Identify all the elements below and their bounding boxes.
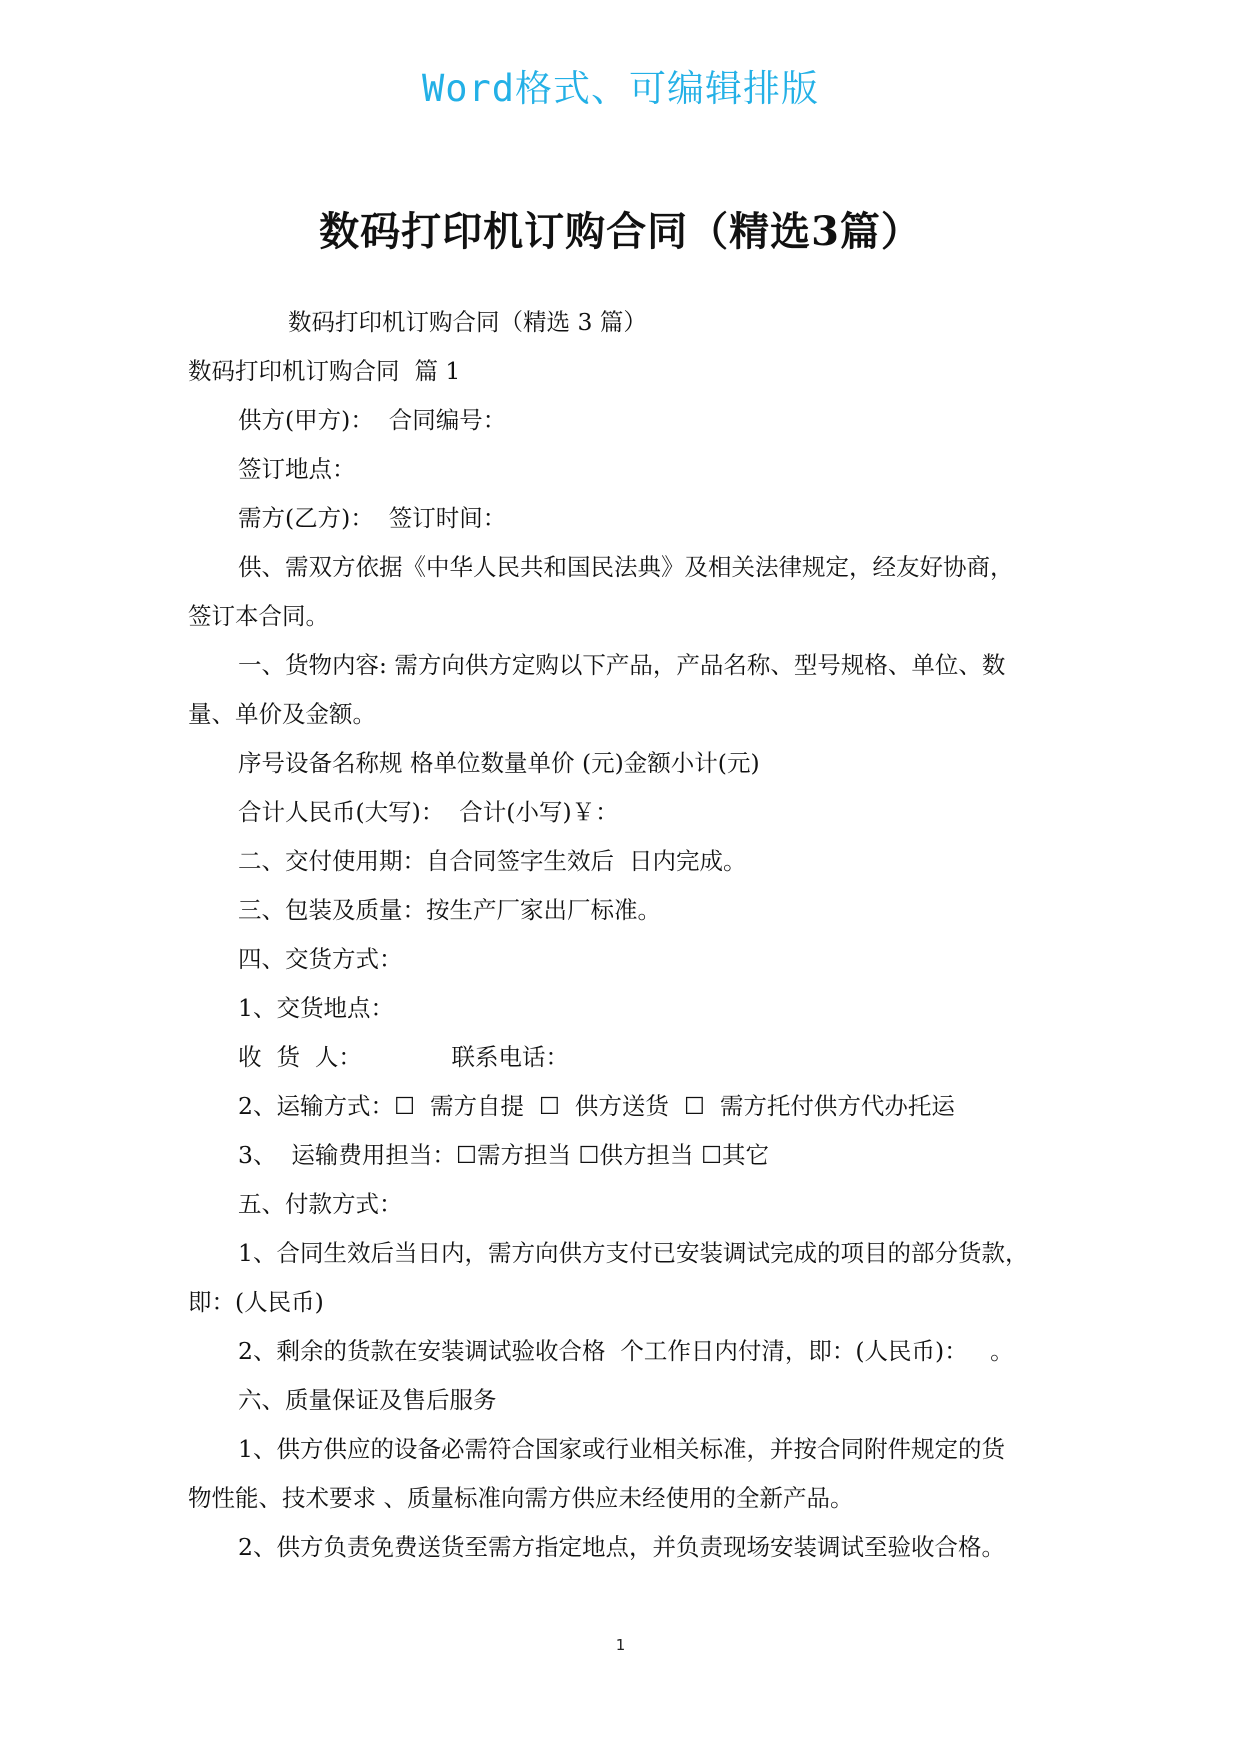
line-buyer: 需方(乙方)： 签订时间： (238, 504, 507, 532)
line-intro: 供、需双方依据《中华人民共和国民法典》及相关法律规定，经友好协商， (238, 553, 1014, 581)
line-table-header: 序号设备名称规 格单位数量单价 (元)金额小计(元) (238, 749, 760, 777)
line-quality-1-cont: 物性能、技术要求 、质量标准向需方供应未经使用的全新产品。 (188, 1484, 854, 1512)
line-payment-2: 2、剩余的货款在安装调试验收合格 个工作日内付清，即：(人民币)： 。 (238, 1337, 1014, 1365)
line-quality: 六、质量保证及售后服务 (238, 1386, 497, 1414)
line-sign-place: 签订地点： (238, 455, 356, 483)
line-goods: 一、货物内容: 需方向供方定购以下产品，产品名称、型号规格、单位、数 (238, 651, 1006, 679)
line-intro-cont: 签订本合同。 (188, 602, 329, 630)
line-packaging: 三、包装及质量：按生产厂家出厂标准。 (238, 896, 661, 924)
line-payment-1-cont: 即：(人民币) (188, 1288, 324, 1316)
line-payment-1: 1、合同生效后当日内，需方向供方支付已安装调试完成的项目的部分货款， (238, 1239, 1029, 1267)
line-transport-method: 2、运输方式：☐ 需方自提 ☐ 供方送货 ☐ 需方托付供方代办托运 (238, 1092, 955, 1120)
line-delivery-period: 二、交付使用期：自合同签字生效后 日内完成。 (238, 847, 747, 875)
document-body (188, 298, 1068, 1572)
line-delivery-place: 1、交货地点： (238, 994, 394, 1022)
line-delivery-method: 四、交货方式： (238, 945, 403, 973)
line-receiver: 收 货 人： 联系电话： (238, 1043, 570, 1071)
line-payment: 五、付款方式： (238, 1190, 403, 1218)
line-supplier: 供方(甲方)： 合同编号： (238, 406, 507, 434)
banner-word-format: Word格式、可编辑排版 (421, 67, 820, 110)
line-quality-1: 1、供方供应的设备必需符合国家或行业相关标准，并按合同附件规定的货 (238, 1435, 1005, 1463)
line-goods-cont: 量、单价及金额。 (188, 700, 376, 728)
line-transport-cost: 3、 运输费用担当：☐需方担当 ☐供方担当 ☐其它 (238, 1141, 770, 1169)
document-title: 数码打印机订购合同（精选3篇） (319, 208, 922, 255)
document-subtitle: 数码打印机订购合同（精选 3 篇） (288, 308, 647, 336)
page-number: 1 (615, 1636, 626, 1654)
line-total: 合计人民币(大写)： 合计(小写)￥： (238, 798, 619, 826)
section-heading: 数码打印机订购合同 篇 1 (188, 357, 461, 385)
line-quality-2: 2、供方负责免费送货至需方指定地点，并负责现场安装调试至验收合格。 (238, 1533, 1005, 1561)
